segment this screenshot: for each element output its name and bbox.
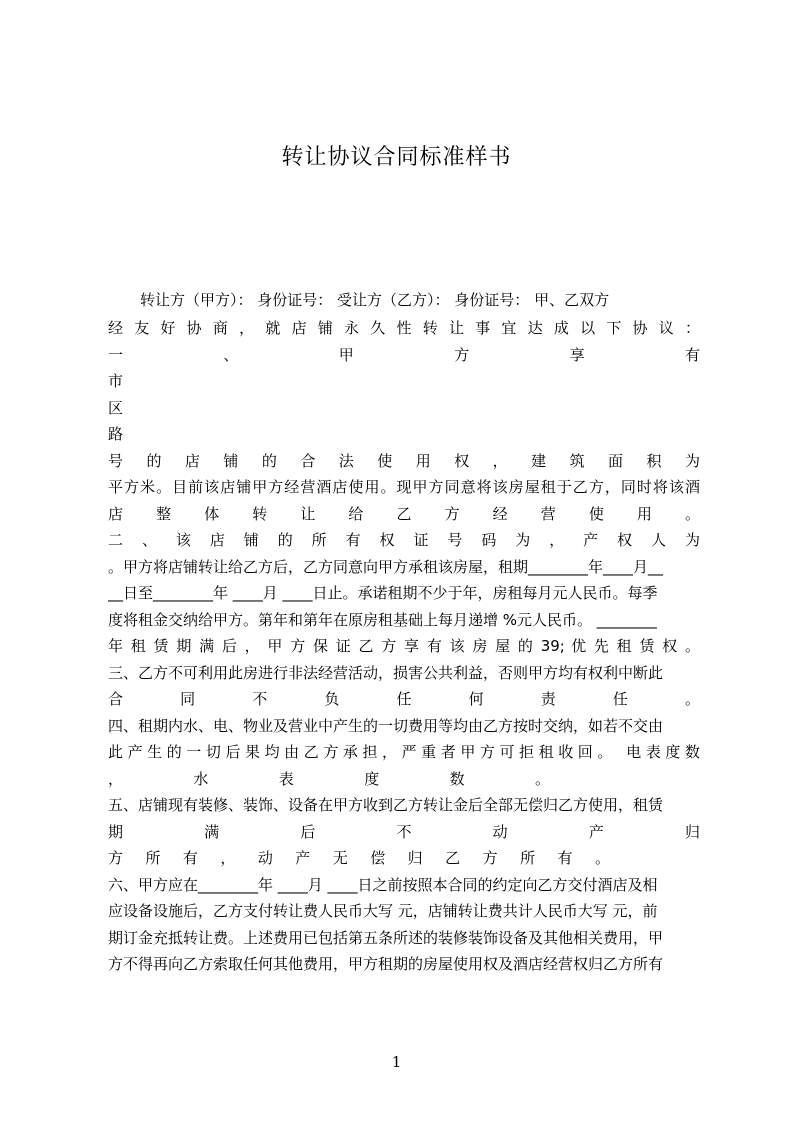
body-line: 转让方（甲方）： 身份证号： 受让方（乙方）： 身份证号： 甲、乙双方 <box>140 291 610 309</box>
body-line: 二 、 该 店 铺 的 所 有 权 证 号 码 为 ， 产 权 人 为 <box>108 531 700 549</box>
body-line: 。甲方将店铺转让给乙方后，乙方同意向甲方承租该房屋，租期________年____月__ <box>108 558 664 576</box>
page-number: 1 <box>391 1053 402 1071</box>
body-line: 区 <box>108 399 124 417</box>
body-line: 六、甲方应在________年 ____月 ____日之前按照本合同的约定向乙方交付酒店及相 <box>108 876 658 894</box>
body-line: 三、乙方不可利用此房进行非法经营活动，损害公共利益，否则甲方均有权利中断此 <box>108 664 664 682</box>
body-line: ， 水 表 度 数 。 <box>108 770 550 788</box>
body-line: 一 、 甲 方 享 有 <box>108 346 700 364</box>
document-title: 转让协议合同标准样书 <box>281 145 512 170</box>
body-line: 平方米。目前该店铺甲方经营酒店使用。现甲方同意将该房屋租于乙方，同时将该酒 <box>108 478 700 496</box>
body-line: 路 <box>108 425 124 443</box>
body-line: 方 所 有 ， 动 产 无 偿 归 乙 方 所 有 。 <box>108 849 610 867</box>
body-line: __日至________年 ____月 ____日止。承诺租期不少于年，房租每月元人民币。每季 <box>108 584 658 602</box>
body-line: 度将租金交纳给甲方。第年和第年在原房租基础上每月递增 %元人民币。 ________ <box>108 611 657 629</box>
body-line: 方不得再向乙方索取任何其他费用，甲方租期的房屋使用权及酒店经营权归乙方所有 <box>108 955 664 973</box>
body-line: 年 租 赁 期 满 后 ， 甲 方 保 证 乙 方 享 有 该 房 屋 的 39; 优 先 租 赁 权 。 <box>108 637 700 655</box>
body-line: 期订金充抵转让费。上述费用已包括第五条所述的装修装饰设备及其他相关费用，甲 <box>108 929 664 947</box>
body-line: 合 同 不 负 任 何 责 任 。 <box>108 690 700 708</box>
body-line: 期 满 后 不 动 产 归 <box>108 823 700 841</box>
body-line: 号 的 店 铺 的 合 法 使 用 权 ， 建 筑 面 积 为 <box>108 452 700 470</box>
body-line: 五、店铺现有装修、装饰、设备在甲方收到乙方转让金后全部无偿归乙方使用，租赁 <box>108 796 664 814</box>
body-line: 店 整 体 转 让 给 乙 方 经 营 使 用 。 <box>108 505 700 523</box>
body-line: 此产生的一切后果均由乙方承担，严重者甲方可拒租收回。 电表度数 <box>108 743 700 761</box>
body-line: 四、租期内水、电、物业及营业中产生的一切费用等均由乙方按时交纳，如若不交由 <box>108 717 664 735</box>
body-line: 市 <box>108 372 124 390</box>
body-line: 经 友 好 协 商 ， 就 店 铺 永 久 性 转 让 事 宜 达 成 以 下 协 议 ： <box>108 319 700 337</box>
body-line: 应设备设施后，乙方支付转让费人民币大写 元，店铺转让费共计人民币大写 元，前 <box>108 902 658 920</box>
